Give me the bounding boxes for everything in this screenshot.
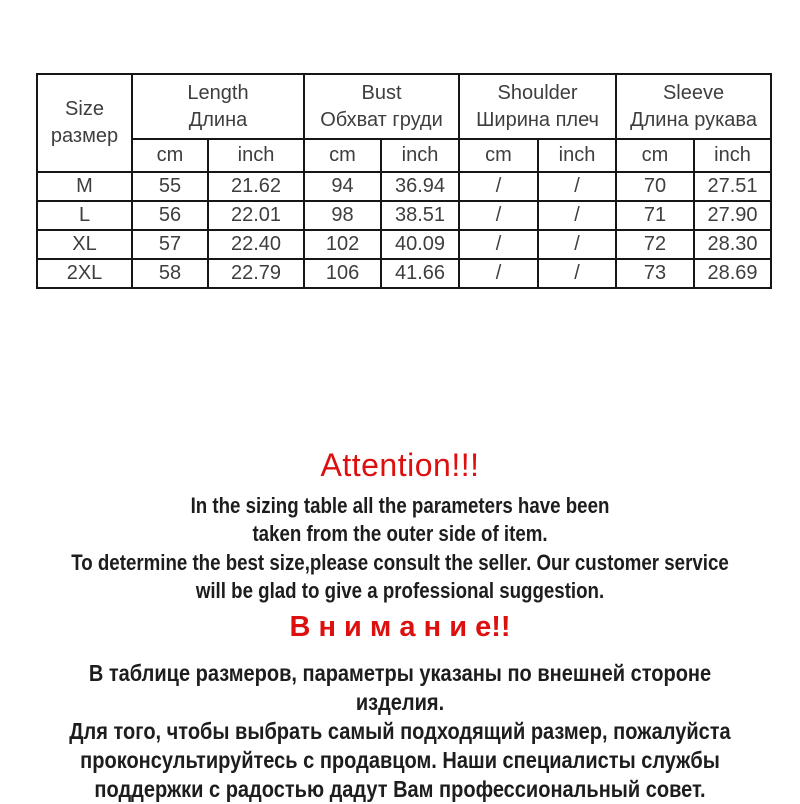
cell-bust-cm: 106	[304, 259, 381, 288]
notice-en-1-line-2: taken from the outer side of item.	[252, 521, 548, 546]
units-row	[37, 139, 771, 172]
length-header-ru: Длина	[188, 108, 248, 131]
notice-en-2-line-2: will be glad to give a professional suggestion.	[195, 578, 605, 603]
table-row	[37, 230, 771, 259]
bust-header-ru: Обхват груди	[320, 108, 443, 131]
cell-bust-cm: 94	[304, 172, 381, 201]
notice-ru-line-2: Для того, чтобы выбрать самый подходящий размер, пожалуйста	[69, 718, 731, 744]
sleeve-header-en: Sleeve	[662, 81, 725, 104]
shoulder-column-header	[459, 74, 616, 139]
cell-shoulder-inch: /	[538, 259, 616, 288]
unit-cell-shoulder-inch: inch	[538, 139, 616, 172]
table-row	[37, 201, 771, 230]
cell-shoulder-cm: /	[459, 259, 538, 288]
size-label: 2XL	[37, 259, 132, 288]
bust-header-en: Bust	[361, 81, 402, 104]
cell-length-cm: 58	[132, 259, 208, 288]
table-header-row	[37, 74, 771, 139]
cell-shoulder-cm: /	[459, 201, 538, 230]
cell-length-cm: 55	[132, 172, 208, 201]
cell-shoulder-inch: /	[538, 201, 616, 230]
notice-en-2-line-1: To determine the best size,please consult the seller. Our customer service	[71, 550, 729, 575]
cell-sleeve-inch: 28.69	[694, 259, 771, 288]
shoulder-header-ru: Ширина плеч	[476, 108, 599, 131]
table-row	[37, 172, 771, 201]
cell-length-inch: 22.79	[208, 259, 304, 288]
cell-length-inch: 22.40	[208, 230, 304, 259]
attention-title-en: Attention!!!	[320, 447, 480, 483]
cell-sleeve-inch: 27.90	[694, 201, 771, 230]
unit-cell-bust-cm: cm	[304, 139, 381, 172]
cell-length-cm: 56	[132, 201, 208, 230]
unit-cell-sleeve-inch: inch	[694, 139, 771, 172]
notice-en-1-line-1: In the sizing table all the parameters have been	[190, 493, 610, 518]
cell-bust-cm: 98	[304, 201, 381, 230]
notice-paragraph-en-1	[60, 492, 740, 548]
cell-sleeve-cm: 71	[616, 201, 694, 230]
size-label: L	[37, 201, 132, 230]
cell-sleeve-inch: 27.51	[694, 172, 771, 201]
cell-length-cm: 57	[132, 230, 208, 259]
sleeve-column-header	[616, 74, 771, 139]
cell-bust-inch: 36.94	[381, 172, 459, 201]
size-column-header	[37, 74, 132, 172]
cell-sleeve-inch: 28.30	[694, 230, 771, 259]
notice-ru-line-1: В таблице размеров, параметры указаны по внешней стороне изделия.	[88, 660, 712, 715]
size-header-ru: размер	[50, 125, 119, 147]
cell-shoulder-cm: /	[459, 172, 538, 201]
shoulder-header-en: Shoulder	[497, 81, 578, 104]
notice-paragraph-ru	[52, 659, 748, 804]
attention-title-ru: В н и м а н и е!!	[289, 611, 511, 643]
length-column-header	[132, 74, 304, 139]
table-row	[37, 259, 771, 288]
cell-bust-inch: 40.09	[381, 230, 459, 259]
unit-cell-shoulder-cm: cm	[459, 139, 538, 172]
cell-bust-inch: 38.51	[381, 201, 459, 230]
unit-cell-length-inch: inch	[208, 139, 304, 172]
unit-cell-bust-inch: inch	[381, 139, 459, 172]
cell-bust-cm: 102	[304, 230, 381, 259]
cell-shoulder-inch: /	[538, 172, 616, 201]
notice-ru-line-4: поддержки с радостью дадут Вам профессиональный совет.	[94, 776, 706, 802]
length-header-en: Length	[187, 81, 249, 104]
unit-cell-length-cm: cm	[132, 139, 208, 172]
cell-bust-inch: 41.66	[381, 259, 459, 288]
notice-ru-line-3: проконсультируйтесь с продавцом. Наши специалисты службы	[80, 747, 720, 773]
cell-length-inch: 21.62	[208, 172, 304, 201]
cell-sleeve-cm: 70	[616, 172, 694, 201]
cell-sleeve-cm: 72	[616, 230, 694, 259]
notice-paragraph-en-2	[60, 549, 740, 605]
cell-length-inch: 22.01	[208, 201, 304, 230]
cell-shoulder-cm: /	[459, 230, 538, 259]
size-table	[36, 73, 772, 289]
size-label: XL	[37, 230, 132, 259]
size-label: M	[37, 172, 132, 201]
cell-sleeve-cm: 73	[616, 259, 694, 288]
cell-shoulder-inch: /	[538, 230, 616, 259]
size-header-en: Size	[65, 98, 104, 120]
unit-cell-sleeve-cm: cm	[616, 139, 694, 172]
bust-column-header	[304, 74, 459, 139]
sleeve-header-ru: Длина рукава	[630, 108, 757, 131]
